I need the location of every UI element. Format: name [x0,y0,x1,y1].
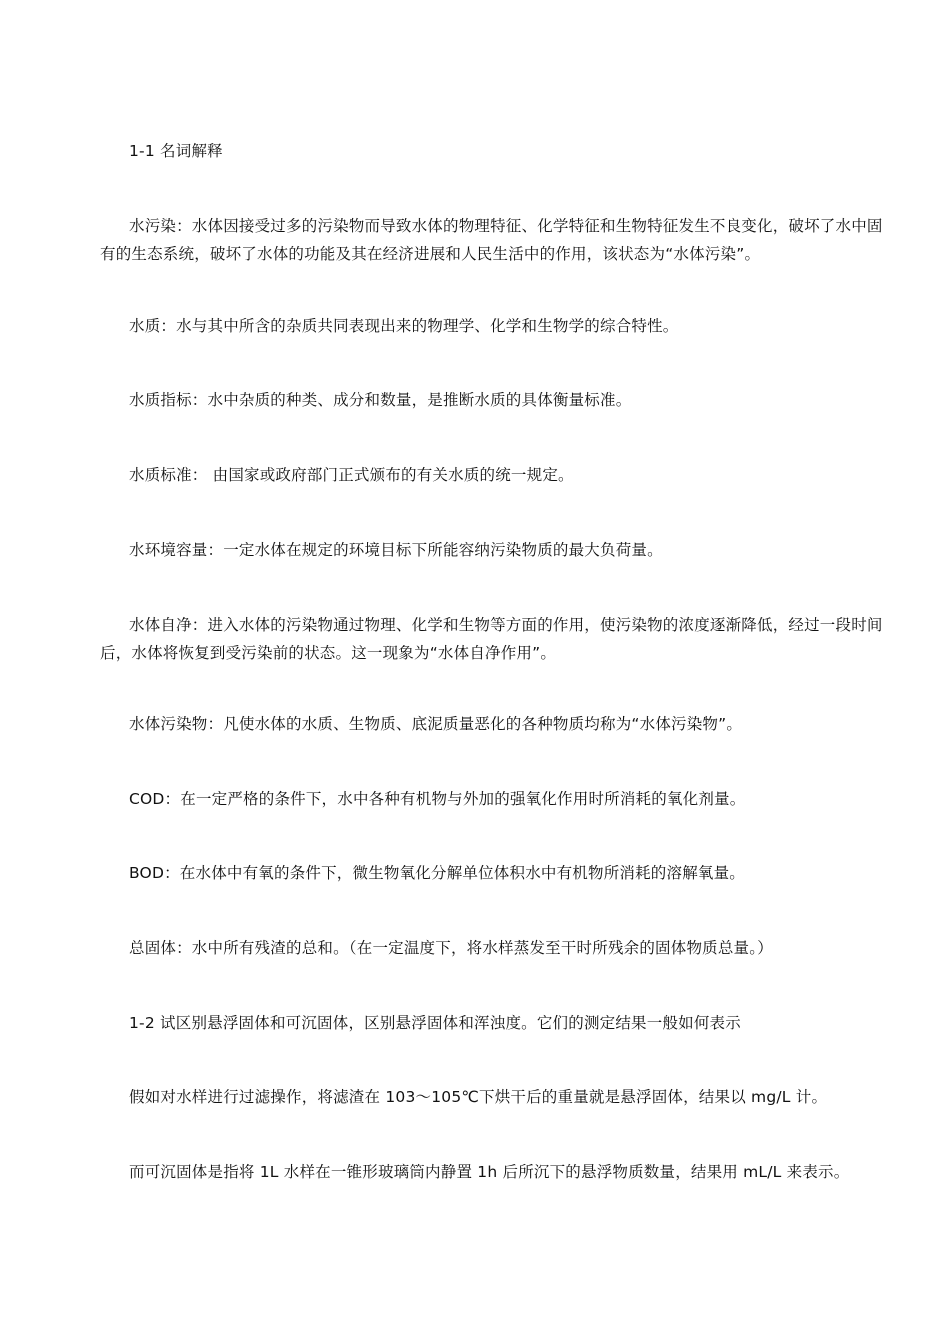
definition-water-quality-index: 水质指标：水中杂质的种类、成分和数量，是推断水质的具体衡量标准。 [129,391,632,409]
definition-environmental-capacity: 水环境容量：一定水体在规定的环境目标下所能容纳污染物质的最大负荷量。 [129,541,663,559]
definition-water-pollution: 水污染：水体因接受过多的污染物而导致水体的物理特征、化学特征和生物特征发生不良变化，破坏了水中固有的生态系统，破坏了水体的功能及其在经济进展和人民生活中的作用，该状态为“水体污染”。 [100,217,883,263]
section-heading-1-1: 1-1 名词解释 [129,142,223,160]
answer-suspended-solids: 假如对水样进行过滤操作，将滤渣在 103～105℃下烘干后的重量就是悬浮固体，结果以 mg/L 计。 [129,1088,828,1106]
answer-settleable-solids: 而可沉固体是指将 1L 水样在一锥形玻璃筒内静置 1h 后所沉下的悬浮物质数量，结果用 mL/L 来表示。 [129,1163,850,1181]
definition-self-purification: 水体自净：进入水体的污染物通过物理、化学和生物等方面的作用，使污染物的浓度逐渐降低，经过一段时间后，水体将恢复到受污染前的状态。这一现象为“水体自净作用”。 [100,616,883,662]
definition-cod: COD：在一定严格的条件下，水中各种有机物与外加的强氧化作用时所消耗的氧化剂量。 [129,790,746,808]
section-heading-1-2: 1-2 试区别悬浮固体和可沉固体，区别悬浮固体和浑浊度。它们的测定结果一般如何表示 [129,1014,741,1032]
definition-water-quality: 水质：水与其中所含的杂质共同表现出来的物理学、化学和生物学的综合特性。 [129,317,679,335]
definition-water-quality-standard: 水质标准： 由国家或政府部门正式颁布的有关水质的统一规定。 [129,466,574,484]
definition-total-solids: 总固体：水中所有残渣的总和。（在一定温度下，将水样蒸发至干时所残余的固体物质总量。） [129,939,773,957]
definition-bod: BOD：在水体中有氧的条件下，微生物氧化分解单位体积水中有机物所消耗的溶解氧量。 [129,864,745,882]
definition-water-pollutant: 水体污染物：凡使水体的水质、生物质、底泥质量恶化的各种物质均称为“水体污染物”。 [129,715,743,733]
